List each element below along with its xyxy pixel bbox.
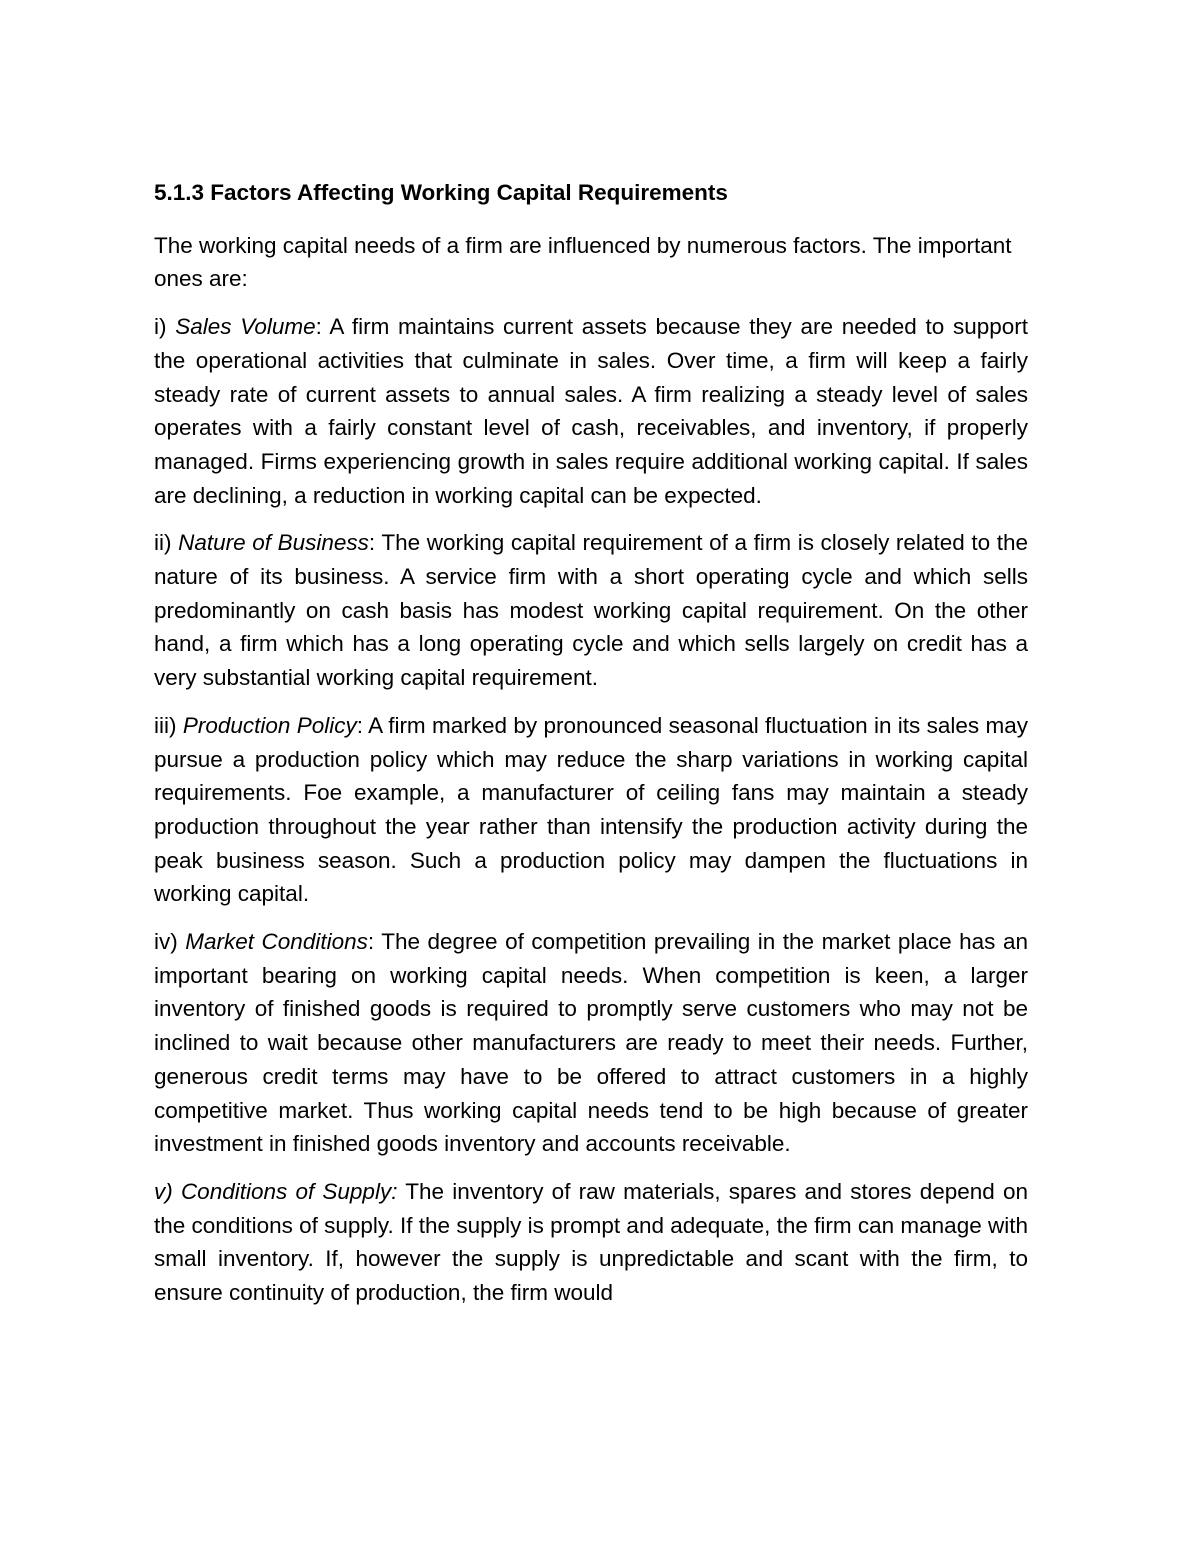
factor-separator: : bbox=[356, 712, 369, 738]
factor-text: A firm maintains current assets because they are needed to support the operational activities that culminate in sales. Over time, a firm will keep a fairly steady rate of current assets to annual sales. A firm realizing a steady level of sales operates with a fairly constant level of cash, receivables, and inventory, if properly managed. Firms experiencing growth in sales require additional working capital. If sales are declining, a reduction in working capital can be expected. bbox=[154, 314, 1029, 508]
factor-number: v) bbox=[154, 1178, 181, 1204]
document-page bbox=[154, 176, 1028, 1324]
section-heading: 5.1.3 Factors Affecting Working Capital Requirements bbox=[154, 180, 728, 205]
factor-number: i) bbox=[154, 314, 176, 340]
factor-paragraph-production-policy bbox=[154, 709, 1028, 911]
factor-number: ii) bbox=[154, 530, 179, 556]
factor-number: iv) bbox=[154, 929, 186, 955]
factor-number: iii) bbox=[154, 712, 183, 738]
factor-separator: : bbox=[368, 530, 382, 556]
factor-separator: : bbox=[367, 929, 382, 955]
factor-text: The working capital requirement of a firm is closely related to the nature of its business. A service firm with a short operating cycle and which sells predominantly on cash basis has modest working capital requirement. On the other hand, a firm which has a long operating cycle and which sells largely on credit has a very substantial working capital requirement. bbox=[154, 530, 1028, 691]
factor-text: The degree of competition prevailing in the market place has an important bearing on working capital needs. When competition is keen, a larger inventory of finished goods is required to promptly serve customers who may not be inclined to wait because other manufacturers are ready to meet their needs. Further, generous credit terms may have to be offered to attract customers in a highly competitive market. Thus working capital needs tend to be high because of greater investment in finished goods inventory and accounts receivable. bbox=[154, 929, 1028, 1157]
factor-paragraph-conditions-of-supply bbox=[154, 1175, 1028, 1310]
factor-title: Market Conditions bbox=[185, 929, 368, 955]
factor-paragraph-nature-of-business bbox=[154, 526, 1028, 695]
factor-title: Nature of Business bbox=[178, 530, 369, 556]
factor-separator: : bbox=[315, 314, 330, 340]
factor-text: The inventory of raw materials, spares and stores depend on the conditions of supply. If the supply is prompt and adequate, the firm can manage with small inventory. If, however the supply is unpredictable and scant with the firm, to ensure continuity of production, the firm would bbox=[154, 1178, 1028, 1306]
factor-title: Production Policy bbox=[182, 712, 357, 738]
factor-paragraph-sales-volume bbox=[154, 310, 1028, 512]
factor-title: Conditions of Supply: bbox=[180, 1178, 398, 1204]
factor-text: A firm marked by pronounced seasonal fluctuation in its sales may pursue a production policy which may reduce the sharp variations in working capital requirements. Foe example, a manufacturer of ceiling fans may maintain a steady production throughout the year rather than intensify the production activity during the peak business season. Such a production policy may dampen the fluctuations in working capital. bbox=[154, 712, 1028, 907]
factor-paragraph-market-conditions bbox=[154, 925, 1028, 1161]
factor-title: Sales Volume bbox=[175, 314, 316, 340]
intro-paragraph: The working capital needs of a firm are influenced by numerous factors. The important ones are: bbox=[154, 232, 1012, 292]
